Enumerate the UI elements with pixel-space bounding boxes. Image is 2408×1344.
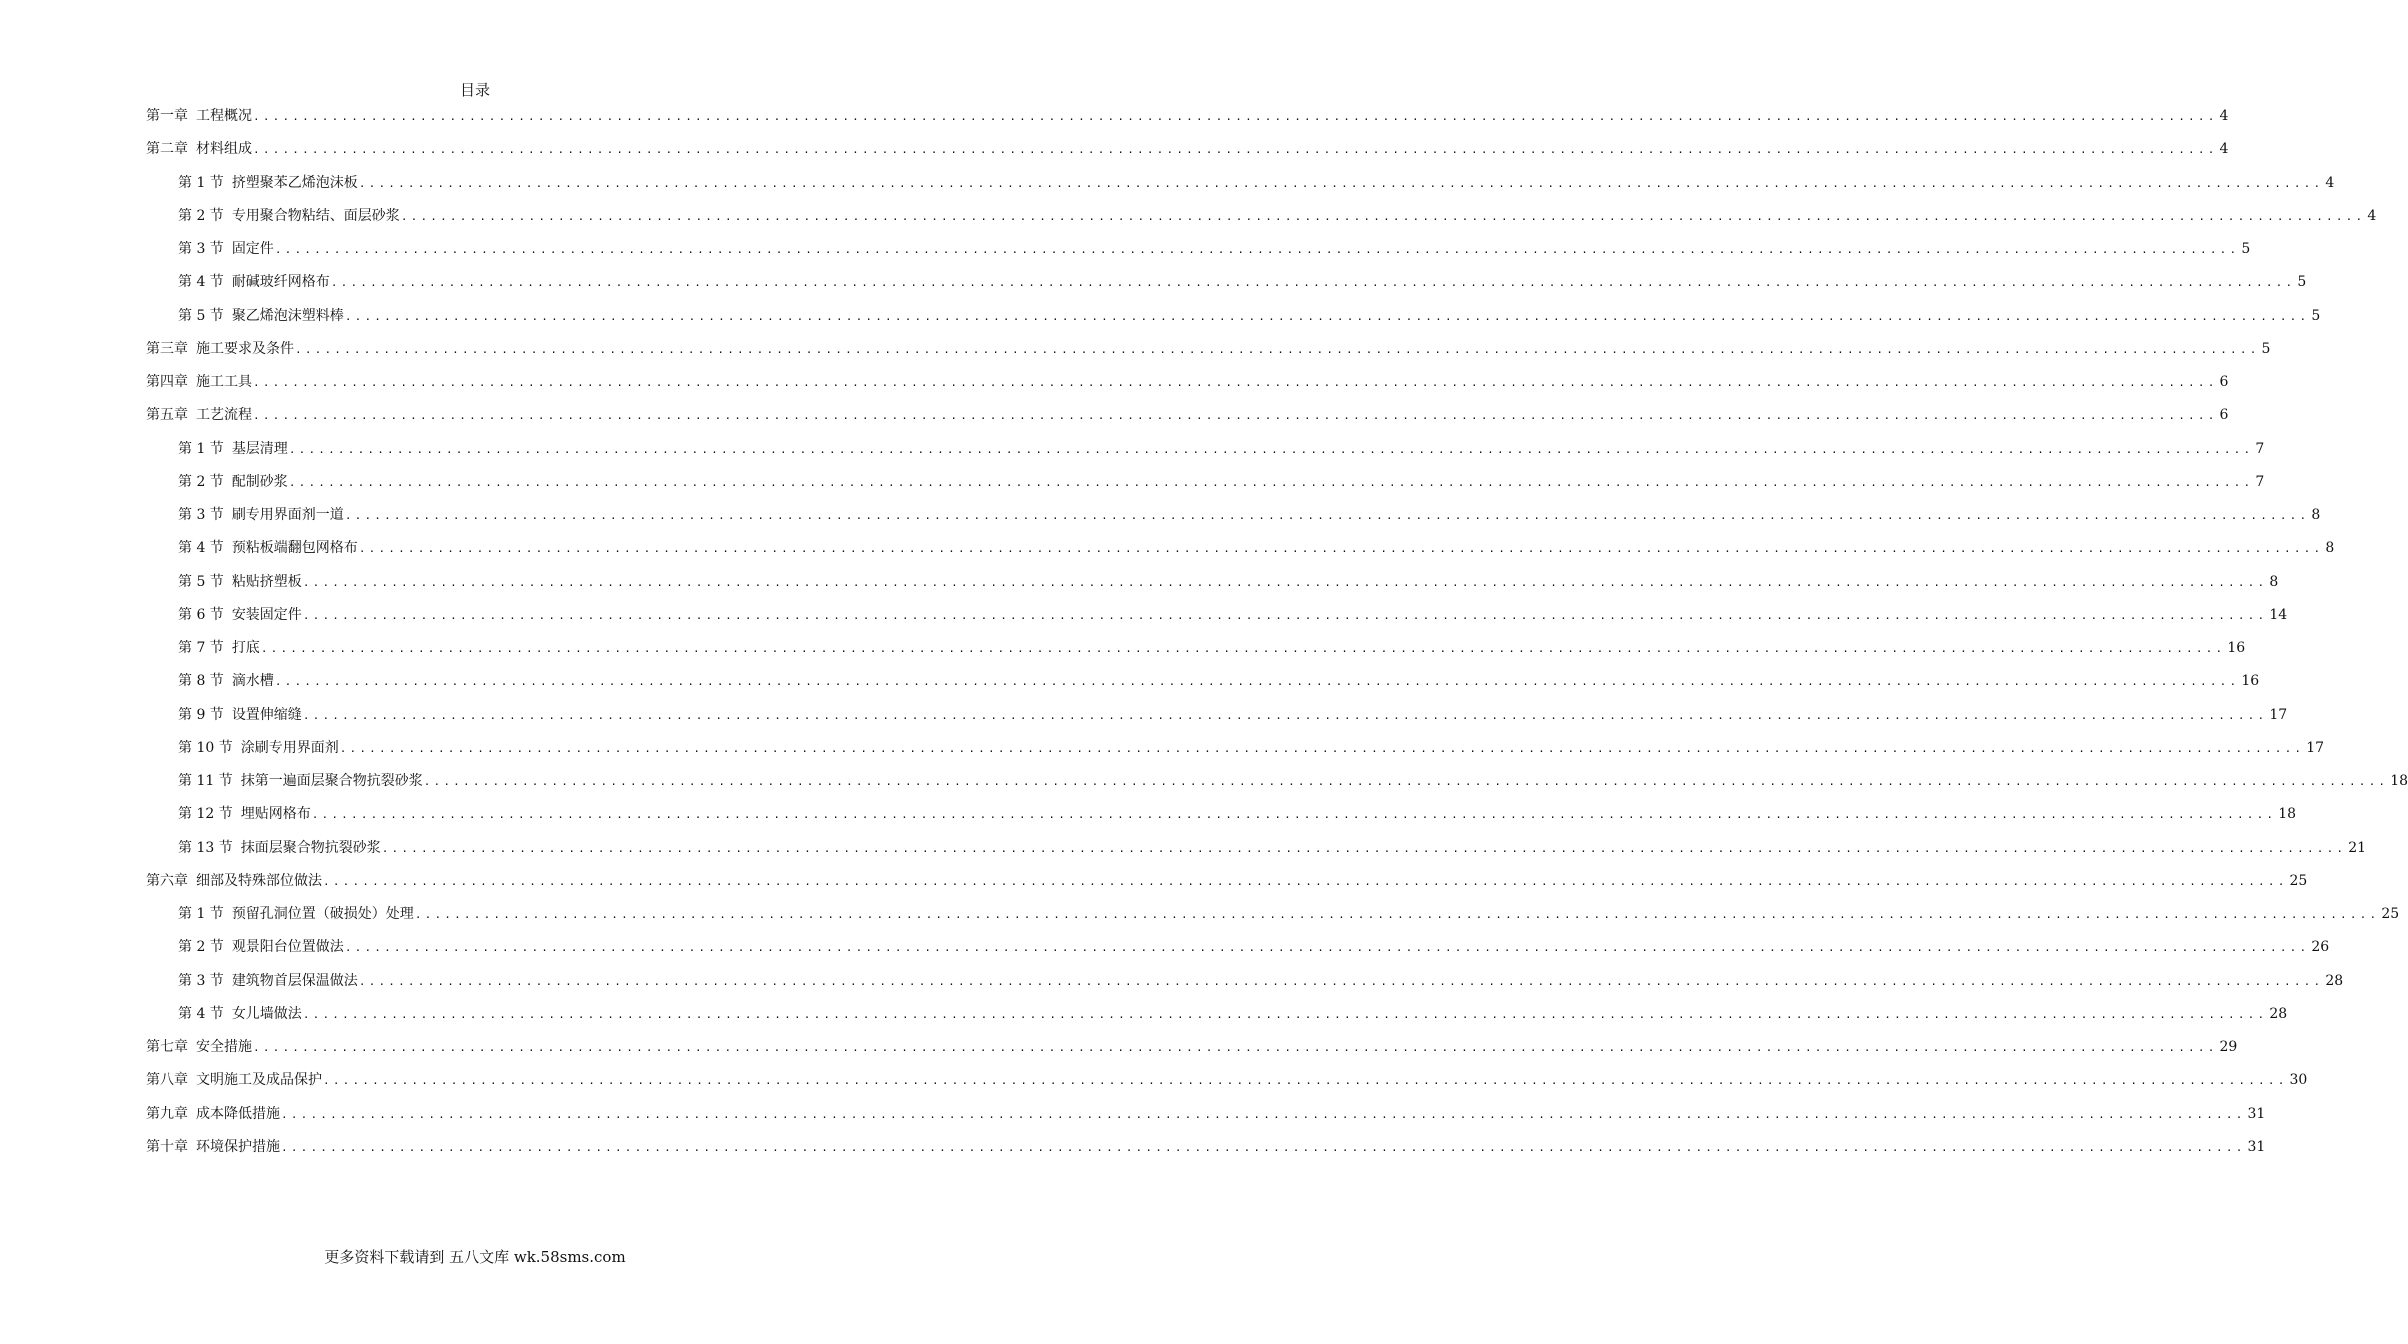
toc-page-number: 17 xyxy=(2306,739,2325,756)
toc-dot-leader: ........................................................................................................................................................................................................ xyxy=(344,309,2310,323)
toc-dot-leader: ........................................................................................................................................................................................................ xyxy=(311,808,2277,822)
toc-entry-text: 文明施工及成品保护 xyxy=(196,1072,322,1089)
toc-entry-label xyxy=(178,1004,302,1024)
toc-chapter-entry[interactable] xyxy=(146,1037,2238,1070)
toc-dot-leader: ........................................................................................................................................................................................................ xyxy=(358,974,2324,988)
toc-entry-number: 第 13 节 xyxy=(178,839,233,856)
toc-entry-number: 第五章 xyxy=(146,407,188,424)
toc-section-entry[interactable] xyxy=(146,671,2260,704)
toc-entry-number: 第 8 节 xyxy=(178,673,224,690)
toc-dot-leader: ........................................................................................................................................................................................................ xyxy=(381,841,2347,855)
toc-page-number: 7 xyxy=(2255,440,2265,457)
toc-dot-leader: ........................................................................................................................................................................................................ xyxy=(253,1041,2218,1054)
toc-entry-label xyxy=(146,139,252,159)
toc-entry-number: 第一章 xyxy=(146,108,188,124)
toc-section-entry[interactable] xyxy=(146,472,2265,505)
toc-entry-text: 工艺流程 xyxy=(196,407,252,424)
toc-entry-number: 第 7 节 xyxy=(178,640,224,656)
toc-page-number: 7 xyxy=(2255,473,2265,490)
toc-entry-text: 细部及特殊部位做法 xyxy=(196,872,322,889)
toc-entry-number: 第十章 xyxy=(146,1138,188,1155)
toc-section-entry[interactable] xyxy=(146,206,2377,239)
toc-entry-text: 施工要求及条件 xyxy=(196,340,294,357)
toc-entry-text: 施工工具 xyxy=(196,374,252,390)
toc-entry-label xyxy=(146,405,252,425)
toc-entry-label xyxy=(146,106,252,126)
toc-entry-label xyxy=(146,339,294,359)
toc-dot-leader: ........................................................................................................................................................................................................ xyxy=(414,908,2380,921)
toc-entry-text: 配制砂浆 xyxy=(231,473,288,490)
toc-entry-label xyxy=(178,239,274,259)
toc-entry-number: 第 2 节 xyxy=(178,939,224,956)
toc-page-number: 29 xyxy=(2219,1039,2238,1055)
toc-dot-leader: ........................................................................................................................................................................................................ xyxy=(323,874,2288,888)
toc-page-number: 8 xyxy=(2269,573,2279,590)
toc-entry-label xyxy=(178,272,330,292)
toc-entry-text: 涂刷专用界面剂 xyxy=(240,739,339,756)
toc-entry-number: 第七章 xyxy=(146,1039,188,1055)
toc-page-number: 5 xyxy=(2311,307,2321,324)
toc-dot-leader: ........................................................................................................................................................................................................ xyxy=(274,243,2240,256)
toc-page-number: 28 xyxy=(2325,972,2344,989)
toc-entry-number: 第 4 节 xyxy=(178,540,224,557)
toc-page-number: 25 xyxy=(2289,872,2308,889)
toc-entry-text: 专用聚合物粘结、面层砂浆 xyxy=(231,207,400,224)
toc-entry-label xyxy=(146,871,322,891)
toc-page-number: 4 xyxy=(2367,207,2377,224)
toc-page-number: 6 xyxy=(2219,374,2229,390)
toc-page-number: 8 xyxy=(2311,507,2321,523)
toc-entry-text: 刷专用界面剂一道 xyxy=(231,507,344,523)
toc-entry-number: 第 9 节 xyxy=(178,706,224,723)
toc-page-number: 5 xyxy=(2297,274,2307,291)
toc-entry-label xyxy=(178,738,339,758)
toc-page-number: 4 xyxy=(2219,141,2229,158)
toc-dot-leader: ........................................................................................................................................................................................................ xyxy=(339,741,2305,755)
toc-entry-text: 耐碱玻纤网格布 xyxy=(231,274,330,291)
toc-entry-text: 聚乙烯泡沫塑料棒 xyxy=(231,307,344,324)
toc-dot-leader: ........................................................................................................................................................................................................ xyxy=(344,941,2310,955)
toc-page-number: 31 xyxy=(2247,1138,2266,1155)
toc-entry-text: 滴水槽 xyxy=(231,673,274,690)
toc-chapter-entry[interactable] xyxy=(146,339,2271,372)
toc-entry-number: 第 2 节 xyxy=(178,207,224,224)
toc-page-number: 26 xyxy=(2311,939,2330,956)
toc-dot-leader: ........................................................................................................................................................................................................ xyxy=(330,276,2296,290)
toc-dot-leader: ........................................................................................................................................................................................................ xyxy=(274,675,2240,689)
toc-entry-label xyxy=(178,572,302,592)
table-of-contents xyxy=(146,106,2408,1170)
toc-dot-leader: ........................................................................................................................................................................................................ xyxy=(253,409,2218,423)
toc-chapter-entry[interactable] xyxy=(146,372,2229,405)
toc-page-number: 16 xyxy=(2227,640,2246,656)
toc-entry-number: 第 3 节 xyxy=(178,972,224,989)
toc-entry-label xyxy=(178,705,302,725)
toc-entry-text: 埋贴网格布 xyxy=(240,806,311,823)
toc-section-entry[interactable] xyxy=(146,239,2251,272)
toc-page-number: 17 xyxy=(2269,706,2288,723)
toc-section-entry[interactable] xyxy=(146,572,2279,605)
toc-entry-text: 成本降低措施 xyxy=(196,1105,280,1122)
toc-chapter-entry[interactable] xyxy=(146,106,2229,139)
toc-page-number: 18 xyxy=(2390,773,2408,789)
toc-entry-number: 第 6 节 xyxy=(178,606,224,623)
toc-section-entry[interactable] xyxy=(146,272,2307,305)
toc-entry-label xyxy=(178,538,358,558)
toc-entry-number: 第 12 节 xyxy=(178,806,233,823)
toc-section-entry[interactable] xyxy=(146,173,2335,206)
toc-section-entry[interactable] xyxy=(146,804,2297,837)
toc-page-number: 31 xyxy=(2247,1105,2266,1122)
toc-dot-leader: ........................................................................................................................................................................................................ xyxy=(253,143,2218,157)
toc-section-entry[interactable] xyxy=(146,738,2325,771)
toc-entry-text: 建筑物首层保温做法 xyxy=(231,972,358,989)
toc-entry-text: 抹第一遍面层聚合物抗裂砂浆 xyxy=(240,773,423,789)
toc-section-entry[interactable] xyxy=(146,705,2288,738)
toc-dot-leader: ........................................................................................................................................................................................................ xyxy=(253,376,2218,389)
toc-entry-label xyxy=(178,505,344,525)
toc-page-number: 6 xyxy=(2219,407,2229,424)
toc-entry-label xyxy=(178,472,288,492)
toc-dot-leader: ........................................................................................................................................................................................................ xyxy=(344,509,2310,522)
toc-page-number: 25 xyxy=(2381,906,2400,922)
toc-entry-label xyxy=(178,439,288,459)
toc-page-number: 30 xyxy=(2289,1072,2308,1089)
toc-chapter-entry[interactable] xyxy=(146,139,2229,172)
toc-entry-text: 安全措施 xyxy=(196,1039,252,1055)
toc-chapter-entry[interactable] xyxy=(146,1070,2308,1103)
toc-entry-number: 第九章 xyxy=(146,1105,188,1122)
toc-section-entry[interactable] xyxy=(146,904,2400,937)
toc-entry-number: 第二章 xyxy=(146,141,188,158)
toc-entry-label xyxy=(178,771,423,791)
toc-page-number: 5 xyxy=(2261,340,2271,357)
toc-dot-leader: ........................................................................................................................................................................................................ xyxy=(295,342,2260,356)
toc-entry-label xyxy=(146,1104,280,1124)
toc-title: 目录 xyxy=(459,81,490,99)
toc-entry-label xyxy=(178,937,344,957)
toc-entry-number: 第 11 节 xyxy=(178,773,233,789)
toc-entry-text: 女儿墙做法 xyxy=(231,1005,302,1022)
toc-entry-number: 第 1 节 xyxy=(178,440,224,457)
toc-entry-text: 材料组成 xyxy=(196,141,252,158)
toc-page-number: 21 xyxy=(2348,839,2367,856)
toc-section-entry[interactable] xyxy=(146,505,2321,538)
toc-entry-text: 抹面层聚合物抗裂砂浆 xyxy=(240,839,381,856)
toc-section-entry[interactable] xyxy=(146,838,2367,871)
toc-entry-text: 安装固定件 xyxy=(231,606,302,623)
toc-dot-leader: ........................................................................................................................................................................................................ xyxy=(302,1007,2268,1021)
toc-entry-label xyxy=(178,971,358,991)
toc-entry-number: 第 10 节 xyxy=(178,739,233,756)
toc-entry-text: 工程概况 xyxy=(196,108,252,124)
toc-entry-label xyxy=(146,372,252,392)
toc-section-entry[interactable] xyxy=(146,1004,2288,1037)
toc-entry-number: 第 3 节 xyxy=(178,507,224,523)
toc-entry-label xyxy=(178,306,344,326)
toc-page-number: 4 xyxy=(2325,174,2335,191)
toc-entry-number: 第 5 节 xyxy=(178,573,224,590)
toc-dot-leader: ........................................................................................................................................................................................................ xyxy=(302,575,2268,589)
toc-entry-label xyxy=(146,1037,252,1057)
toc-entry-number: 第 5 节 xyxy=(178,307,224,324)
toc-dot-leader: ........................................................................................................................................................................................................ xyxy=(423,775,2389,788)
toc-section-entry[interactable] xyxy=(146,306,2321,339)
toc-entry-text: 环境保护措施 xyxy=(196,1138,280,1155)
toc-page-number: 18 xyxy=(2278,806,2297,823)
toc-section-entry[interactable] xyxy=(146,638,2246,671)
toc-entry-label xyxy=(178,904,414,924)
toc-entry-label xyxy=(146,1137,280,1157)
toc-dot-leader: ........................................................................................................................................................................................................ xyxy=(281,1107,2246,1121)
toc-dot-leader: ........................................................................................................................................................................................................ xyxy=(288,442,2254,456)
toc-page-number: 14 xyxy=(2269,606,2288,623)
toc-entry-text: 预粘板端翻包网格布 xyxy=(231,540,358,557)
toc-entry-text: 设置伸缩缝 xyxy=(231,706,302,723)
toc-chapter-entry[interactable] xyxy=(146,405,2229,438)
toc-page-number: 8 xyxy=(2325,540,2335,557)
toc-entry-label xyxy=(146,1070,322,1090)
toc-entry-text: 预留孔洞位置（破损处）处理 xyxy=(231,906,414,922)
toc-entry-number: 第六章 xyxy=(146,872,188,889)
toc-entry-label xyxy=(178,638,260,658)
toc-dot-leader: ........................................................................................................................................................................................................ xyxy=(288,475,2254,489)
toc-entry-number: 第 1 节 xyxy=(178,174,224,191)
toc-chapter-entry[interactable] xyxy=(146,871,2308,904)
toc-dot-leader: ........................................................................................................................................................................................................ xyxy=(302,708,2268,722)
toc-dot-leader: ........................................................................................................................................................................................................ xyxy=(400,209,2366,223)
toc-dot-leader: ........................................................................................................................................................................................................ xyxy=(253,110,2218,123)
toc-entry-number: 第八章 xyxy=(146,1072,188,1089)
toc-entry-text: 观景阳台位置做法 xyxy=(231,939,344,956)
toc-entry-label xyxy=(178,173,358,193)
toc-page-number: 28 xyxy=(2269,1005,2288,1022)
footer-note: 更多资料下载请到 五八文库 wk.58sms.com xyxy=(324,1248,626,1266)
toc-entry-text: 基层清理 xyxy=(231,440,288,457)
toc-entry-text: 挤塑聚苯乙烯泡沫板 xyxy=(231,174,358,191)
toc-dot-leader: ........................................................................................................................................................................................................ xyxy=(260,642,2226,655)
toc-section-entry[interactable] xyxy=(146,971,2344,1004)
toc-entry-label xyxy=(178,206,400,226)
toc-dot-leader: ........................................................................................................................................................................................................ xyxy=(302,608,2268,622)
toc-dot-leader: ........................................................................................................................................................................................................ xyxy=(281,1140,2246,1154)
toc-entry-number: 第四章 xyxy=(146,374,188,390)
toc-section-entry[interactable] xyxy=(146,771,2408,804)
toc-section-entry[interactable] xyxy=(146,439,2265,472)
toc-dot-leader: ........................................................................................................................................................................................................ xyxy=(323,1074,2288,1088)
toc-section-entry[interactable] xyxy=(146,605,2288,638)
toc-entry-number: 第 4 节 xyxy=(178,274,224,291)
toc-section-entry[interactable] xyxy=(146,538,2335,571)
toc-entry-number: 第 1 节 xyxy=(178,906,224,922)
toc-page-number: 5 xyxy=(2241,241,2251,257)
toc-page-number: 16 xyxy=(2241,673,2260,690)
toc-entry-text: 粘贴挤塑板 xyxy=(231,573,302,590)
toc-entry-number: 第 4 节 xyxy=(178,1005,224,1022)
toc-chapter-entry[interactable] xyxy=(146,1137,2266,1170)
toc-entry-label xyxy=(178,804,311,824)
toc-dot-leader: ........................................................................................................................................................................................................ xyxy=(358,176,2324,190)
toc-chapter-entry[interactable] xyxy=(146,1104,2266,1137)
toc-entry-text: 固定件 xyxy=(231,241,274,257)
toc-entry-label xyxy=(178,671,274,691)
toc-entry-number: 第三章 xyxy=(146,340,188,357)
toc-entry-number: 第 3 节 xyxy=(178,241,224,257)
toc-entry-label xyxy=(178,605,302,625)
toc-dot-leader: ........................................................................................................................................................................................................ xyxy=(358,542,2324,556)
toc-entry-number: 第 2 节 xyxy=(178,473,224,490)
toc-section-entry[interactable] xyxy=(146,937,2330,970)
toc-page-number: 4 xyxy=(2219,108,2229,124)
toc-entry-text: 打底 xyxy=(231,640,260,656)
toc-entry-label xyxy=(178,838,381,858)
